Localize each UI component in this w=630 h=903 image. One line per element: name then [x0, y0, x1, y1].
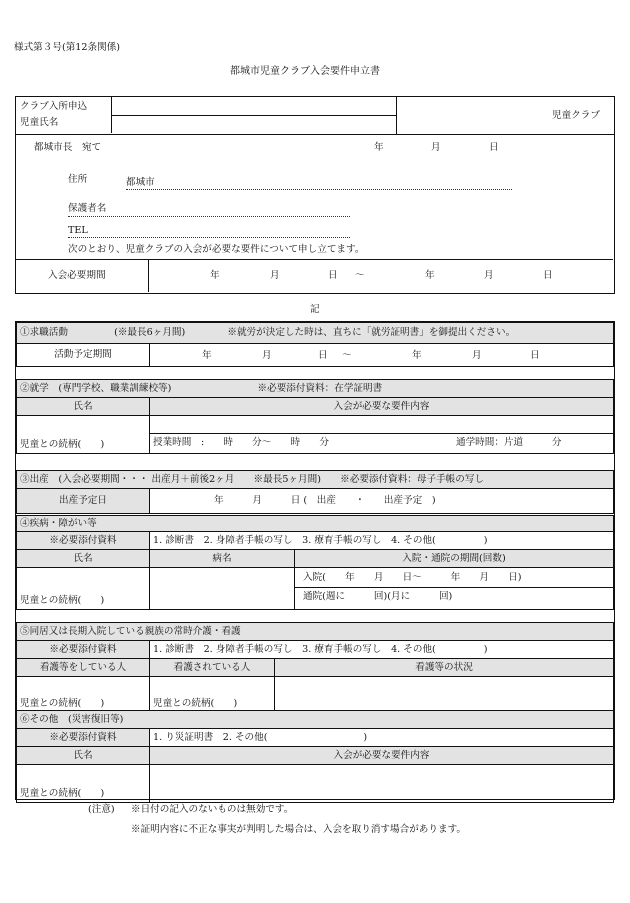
form-title: 都城市児童クラブ入会要件申立書	[230, 66, 380, 77]
s4-relation: 児童との続柄( )	[20, 595, 105, 607]
s6-col-name: 氏名	[17, 747, 150, 765]
application-box	[15, 96, 615, 294]
s4-col-period: 入院・通院の期間(回数)	[295, 550, 614, 568]
requirements-form	[15, 321, 615, 800]
s1-period-field[interactable]: 年 月 日 ～ 年 月 日	[150, 344, 614, 367]
s6-heading: ⑥その他 (災害復旧等)	[17, 711, 614, 729]
s4-name-field[interactable]	[17, 568, 150, 610]
tel-label: TEL	[68, 225, 88, 236]
s6-name-field[interactable]	[17, 765, 150, 803]
section-other	[16, 710, 614, 803]
s3-heading: ③出産 (入会必要期間・・・ 出産月＋前後2ヶ月 ※最長5ヶ月間) ※必要添付資料：母子手帳の写し	[17, 471, 614, 489]
section-childbirth	[16, 470, 614, 514]
address-label: 住所	[68, 174, 88, 185]
s4-period-field[interactable]	[295, 568, 614, 610]
s5-heading: ⑤同居又は長期入院している親族の常時介護・看護	[17, 623, 614, 641]
s1-note2: ※就労が決定した時は、直ちに「就労証明書」を御提出ください。	[227, 327, 516, 339]
s5-patient-field[interactable]	[150, 677, 275, 713]
s2-class-time: 授業時間 : 時 分～ 時 分	[153, 437, 329, 448]
section-nursing-care	[16, 622, 614, 713]
guardian-label: 保護者名	[68, 203, 107, 214]
tel-line[interactable]	[68, 237, 350, 238]
section-job-seeking	[16, 322, 614, 367]
notes-line-1: ※日付の記入のないものは無効です。	[131, 804, 294, 815]
s6-doc-label: ※必要添付資料	[17, 729, 150, 747]
s2-relation: 児童との続柄( )	[20, 439, 105, 451]
club-name-field[interactable]	[397, 97, 614, 135]
notes-line-2: ※証明内容に不正な事実が判明した場合は、入会を取り消す場合があります。	[131, 824, 467, 835]
s2-commute: 通学時間：片道 分	[456, 437, 562, 448]
s5-col-patient: 看護されている人	[150, 659, 275, 677]
s2-name-field[interactable]	[17, 416, 150, 454]
s6-content-field[interactable]	[150, 765, 614, 803]
date-year: 年	[374, 142, 384, 153]
s6-relation: 児童との続柄( )	[20, 788, 105, 800]
notes-label: (注意)	[88, 804, 115, 815]
form-number: 様式第３号(第12条関係)	[14, 42, 121, 53]
s5-status-field[interactable]	[275, 677, 614, 713]
s3-due-value: 年 月 日 ( 出産 ・ 出産予定 )	[214, 495, 436, 507]
s1-period-label: 活動予定期間	[17, 344, 150, 367]
s4-disease-field[interactable]	[150, 568, 295, 610]
period-field[interactable]: 年 月 日 ～ 年 月 日	[210, 270, 553, 281]
address-value: 都城市	[126, 177, 155, 188]
s6-doc-list: 1. り災証明書 2. その他( )	[150, 729, 614, 747]
s5-doc-label: ※必要添付資料	[17, 641, 150, 659]
s4-doc-label: ※必要添付資料	[17, 532, 150, 550]
s4-heading: ④疾病・障がい等	[17, 516, 614, 532]
period-label: 入会必要期間	[48, 270, 106, 281]
s3-due-label: 出産予定日	[17, 489, 150, 514]
s2-content-field[interactable]	[150, 416, 614, 454]
s5-doc-list: 1. 診断書 2. 身障者手帳の写し 3. 療育手帳の写し 4. その他( )	[150, 641, 614, 659]
s4-col-disease: 病名	[150, 550, 295, 568]
s5-col-status: 看護等の状況	[275, 659, 614, 677]
s4-hospital: 入院( 年 月 日～ 年 月 日)	[303, 572, 522, 583]
address-line[interactable]	[126, 189, 512, 190]
applicant-label-1: クラブ入所申込	[20, 101, 88, 112]
s5-carer-relation: 児童との続柄( )	[20, 698, 105, 710]
s5-patient-relation: 児童との続柄( )	[153, 698, 238, 710]
statement: 次のとおり、児童クラブの入会が必要な要件について申し立てます。	[68, 244, 365, 255]
ki-label: 記	[310, 304, 320, 315]
s4-outpatient: 通院(週に 回)(月に 回)	[303, 591, 453, 602]
addressee: 都城市長 宛て	[34, 142, 102, 153]
s4-col-name: 氏名	[17, 550, 150, 568]
applicant-input-2[interactable]	[113, 117, 394, 132]
section-illness	[16, 515, 614, 610]
section-school	[16, 379, 614, 454]
s1-heading: ①求職活動	[20, 327, 68, 339]
s2-col-name: 氏名	[17, 398, 150, 416]
applicant-input-1[interactable]	[113, 98, 394, 114]
guardian-line[interactable]	[68, 216, 350, 217]
s1-note1: (※最長6ヶ月間)	[114, 327, 186, 339]
applicant-name-area	[16, 97, 397, 135]
s2-col-content: 入会が必要な要件内容	[150, 398, 614, 416]
s5-carer-field[interactable]	[17, 677, 150, 713]
s5-col-carer: 看護等をしている人	[17, 659, 150, 677]
s2-heading: ②就学 (専門学校、職業訓練校等)	[20, 382, 172, 394]
s3-due-field[interactable]	[150, 489, 614, 514]
s2-doc: ※必要添付資料：在学証明書	[257, 382, 383, 394]
s4-doc-list: 1. 診断書 2. 身障者手帳の写し 3. 療育手帳の写し 4. その他( )	[150, 532, 614, 550]
s6-col-content: 入会が必要な要件内容	[150, 747, 614, 765]
club-suffix: 児童クラブ	[552, 110, 600, 121]
date-month: 月	[431, 142, 441, 153]
date-day: 日	[489, 142, 499, 153]
applicant-label-2: 児童氏名	[20, 117, 59, 128]
